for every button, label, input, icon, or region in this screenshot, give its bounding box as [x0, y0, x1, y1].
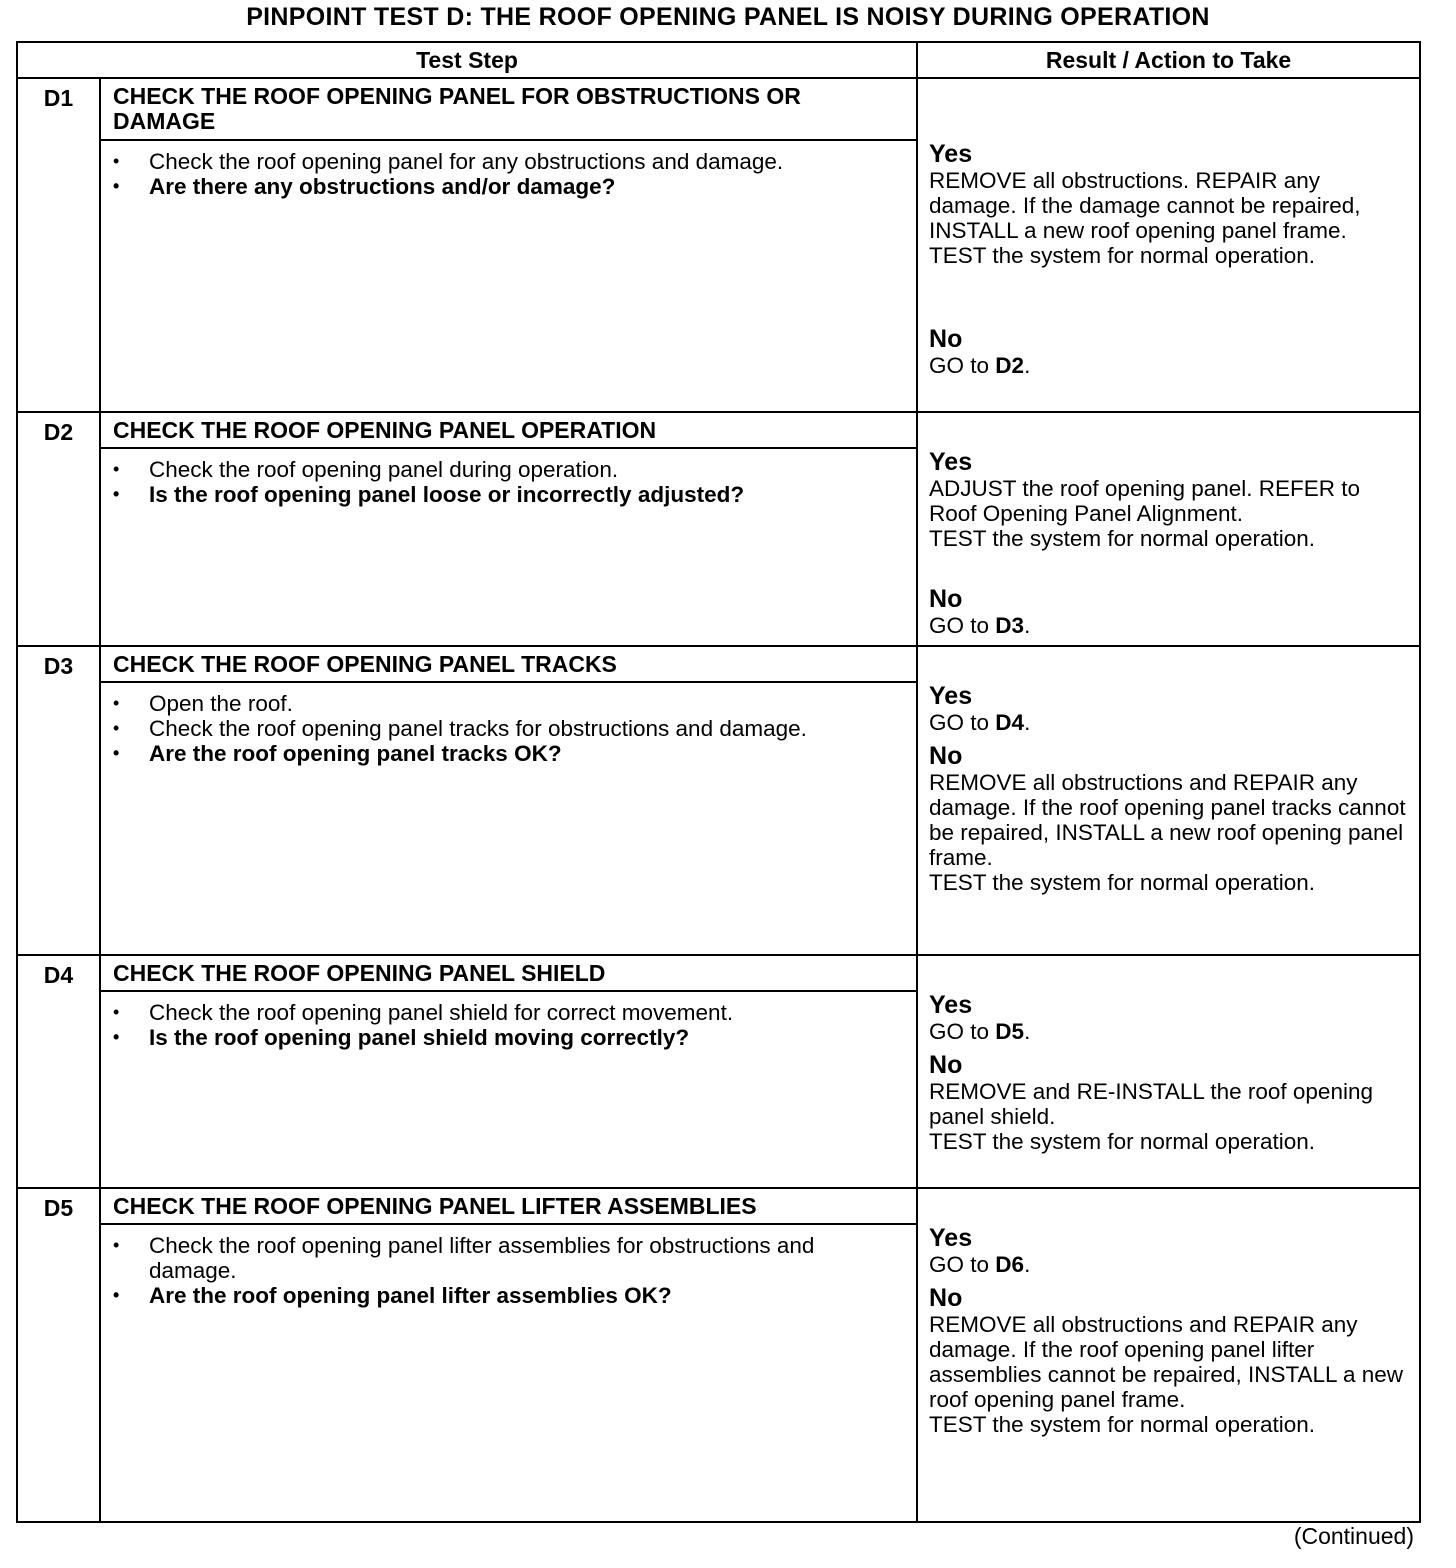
step-heading: CHECK THE ROOF OPENING PANEL OPERATION: [100, 412, 917, 448]
yes-action: TEST the system for normal operation.: [929, 243, 1316, 268]
step-heading: CHECK THE ROOF OPENING PANEL SHIELD: [100, 955, 917, 991]
yes-action: ADJUST the roof opening panel. REFER to Roof Opening Panel Alignment.: [929, 476, 1361, 526]
table-header-row: [17, 42, 1420, 78]
step-question: • Are the roof opening panel lifter assemblies OK?: [113, 1283, 904, 1308]
no-action: GO to D3.: [929, 613, 1031, 638]
step-id: D4: [17, 955, 100, 1188]
column-header-result: Result / Action to Take: [917, 42, 1420, 78]
step-bullet: • Check the roof opening panel for any obstructions and damage.: [113, 149, 904, 174]
step-bullet: • Check the roof opening panel during operation.: [113, 457, 904, 482]
no-label: No: [929, 325, 963, 353]
no-action: REMOVE all obstructions and REPAIR any damage. If the roof opening panel tracks cannot be repaired, INSTALL a new roof opening panel frame.: [929, 770, 1406, 870]
yes-label: Yes: [929, 448, 973, 476]
step-instructions: [100, 991, 917, 1188]
pinpoint-test-table: [16, 41, 1421, 1523]
no-action: TEST the system for normal operation.: [929, 870, 1316, 895]
goto-link-d5[interactable]: D5: [995, 1019, 1025, 1044]
result-cell: [917, 955, 1420, 1188]
result-cell: [917, 1188, 1420, 1522]
step-id: D1: [17, 78, 100, 412]
no-label: No: [929, 585, 963, 613]
yes-action: TEST the system for normal operation.: [929, 526, 1316, 551]
column-header-test-step: Test Step: [17, 42, 917, 78]
yes-label: Yes: [929, 682, 973, 710]
step-bullet: • Open the roof.: [113, 691, 904, 716]
no-label: No: [929, 1284, 963, 1312]
table-row: [17, 646, 1420, 682]
step-bullet: • Check the roof opening panel shield for correct movement.: [113, 1000, 904, 1025]
step-instructions: [100, 140, 917, 412]
step-instructions: [100, 1224, 917, 1522]
yes-action: GO to D4.: [929, 710, 1031, 735]
no-action: TEST the system for normal operation.: [929, 1412, 1316, 1437]
step-question: • Are there any obstructions and/or damage?: [113, 174, 904, 199]
yes-action: GO to D6.: [929, 1252, 1031, 1277]
step-id: D2: [17, 412, 100, 646]
goto-link-d2[interactable]: D2: [995, 353, 1025, 378]
step-question: • Are the roof opening panel tracks OK?: [113, 741, 904, 766]
step-question: • Is the roof opening panel loose or incorrectly adjusted?: [113, 482, 904, 507]
step-heading: CHECK THE ROOF OPENING PANEL FOR OBSTRUCTIONS OR DAMAGE: [100, 78, 917, 140]
yes-label: Yes: [929, 991, 973, 1019]
step-bullet: • Check the roof opening panel lifter assemblies for obstructions and damage.: [113, 1233, 904, 1283]
step-id: D5: [17, 1188, 100, 1522]
step-heading: CHECK THE ROOF OPENING PANEL LIFTER ASSEMBLIES: [100, 1188, 917, 1224]
no-action: GO to D2.: [929, 353, 1031, 378]
result-cell: [917, 78, 1420, 412]
goto-link-d6[interactable]: D6: [995, 1252, 1025, 1277]
continued-label: (Continued): [1293, 1523, 1414, 1549]
table-row: [17, 1188, 1420, 1224]
no-action: REMOVE all obstructions and REPAIR any damage. If the roof opening panel lifter assemblies cannot be repaired, INSTALL a new roof opening panel frame.: [929, 1312, 1404, 1412]
result-cell: [917, 646, 1420, 955]
goto-link-d4[interactable]: D4: [995, 710, 1025, 735]
step-heading: CHECK THE ROOF OPENING PANEL TRACKS: [100, 646, 917, 682]
yes-label: Yes: [929, 140, 973, 168]
step-instructions: [100, 682, 917, 955]
table-row: [17, 412, 1420, 448]
no-action: REMOVE and RE-INSTALL the roof opening panel shield.: [929, 1079, 1373, 1129]
page-title: PINPOINT TEST D: THE ROOF OPENING PANEL IS NOISY DURING OPERATION: [246, 3, 1210, 31]
yes-action: REMOVE all obstructions. REPAIR any damage. If the damage cannot be repaired, INSTALL a new roof opening panel frame.: [929, 168, 1361, 243]
step-instructions: [100, 448, 917, 646]
no-label: No: [929, 1051, 963, 1079]
goto-link-d3[interactable]: D3: [995, 613, 1025, 638]
yes-label: Yes: [929, 1224, 973, 1252]
result-cell: [917, 412, 1420, 646]
step-question: • Is the roof opening panel shield moving correctly?: [113, 1025, 904, 1050]
no-action: TEST the system for normal operation.: [929, 1129, 1316, 1154]
step-id: D3: [17, 646, 100, 955]
no-label: No: [929, 742, 963, 770]
yes-action: GO to D5.: [929, 1019, 1031, 1044]
step-bullet: • Check the roof opening panel tracks for obstructions and damage.: [113, 716, 904, 741]
table-row: [17, 955, 1420, 991]
table-row: [17, 78, 1420, 140]
